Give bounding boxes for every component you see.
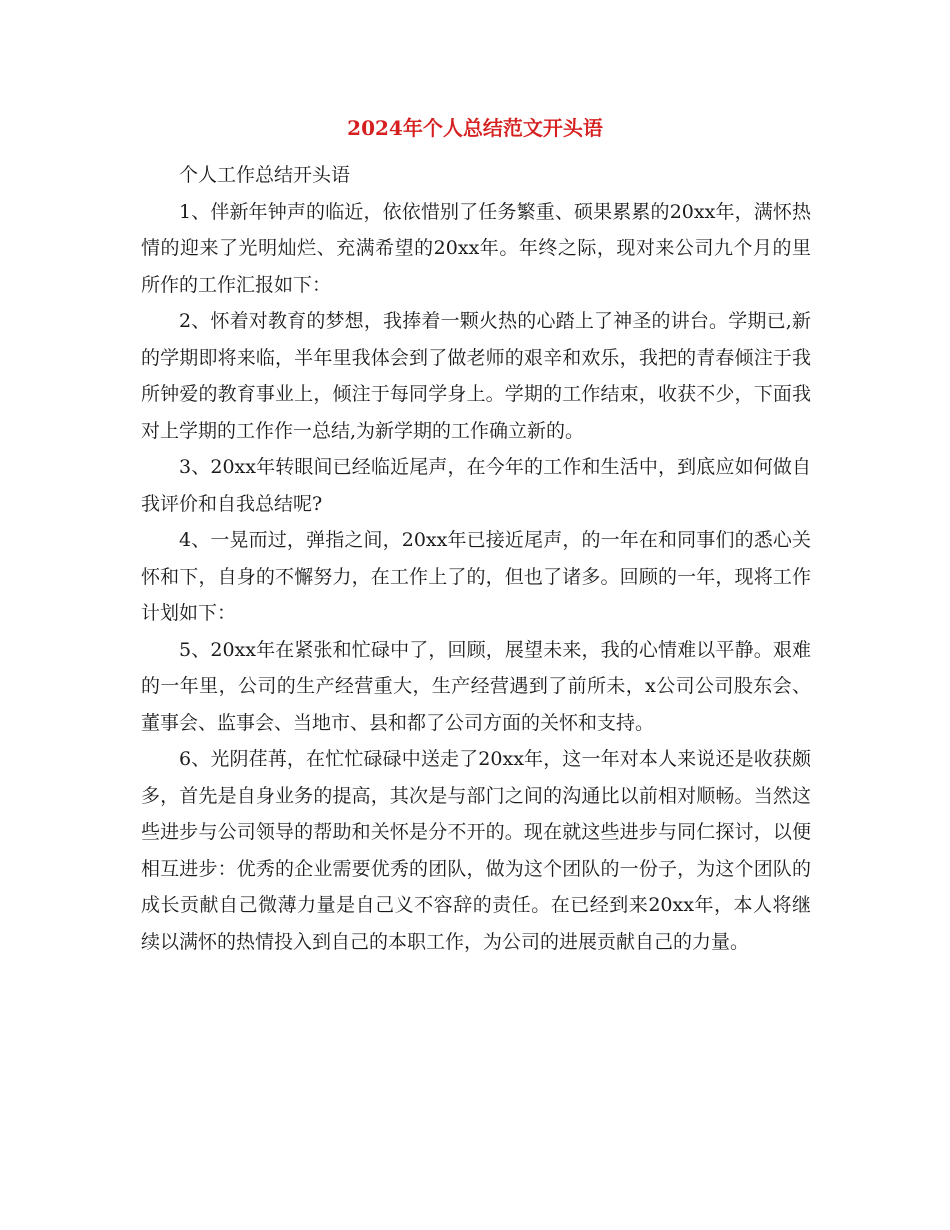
paragraph-3: 3、20xx年转眼间已经临近尾声，在今年的工作和生活中，到底应如何做自我评价和自我总结呢?	[141, 456, 811, 515]
paragraph-1: 1、伴新年钟声的临近，依依惜别了任务繁重、硕果累累的20xx年，满怀热情的迎来了光明灿烂、充满希望的20xx年。年终之际，现对来公司九个月的里所作的工作汇报如下：	[141, 200, 811, 296]
paragraph-5: 5、20xx年在紧张和忙碌中了，回顾，展望未来，我的心情难以平静。艰难的一年里，公司的生产经营重大，生产经营遇到了前所未，x公司公司股东会、董事会、监事会、当地市、县和都了公司方面的关怀和支持。	[141, 638, 811, 734]
document-body	[141, 157, 811, 960]
paragraph-2: 2、怀着对教育的梦想，我捧着一颗火热的心踏上了神圣的讲台。学期已,新的学期即将来临，半年里我体会到了做老师的艰辛和欢乐，我把的青春倾注于我所钟爱的教育事业上，倾注于每同学身上。学期的工作结束，收获不少，下面我对上学期的工作作一总结,为新学期的工作确立新的。	[141, 310, 811, 442]
document-title: 2024年个人总结范文开头语	[347, 116, 603, 140]
paragraph-6: 6、光阴荏苒，在忙忙碌碌中送走了20xx年，这一年对本人来说还是收获颇多，首先是自身业务的提高，其次是与部门之间的沟通比以前相对顺畅。当然这些进步与公司领导的帮助和关怀是分不开的。现在就这些进步与同仁探讨，以便相互进步：优秀的企业需要优秀的团队，做为这个团队的一份子，为这个团队的成长贡献自己微薄力量是自己义不容辞的责任。在已经到来20xx年，本人将继续以满怀的热情投入到自己的本职工作，为公司的进展贡献自己的力量。	[141, 748, 811, 953]
section-heading: 个人工作总结开头语	[179, 164, 351, 186]
paragraph-4: 4、一晃而过，弹指之间，20xx年已接近尾声，的一年在和同事们的悉心关怀和下，自身的不懈努力，在工作上了的，但也了诸多。回顾的一年，现将工作计划如下：	[141, 529, 811, 624]
